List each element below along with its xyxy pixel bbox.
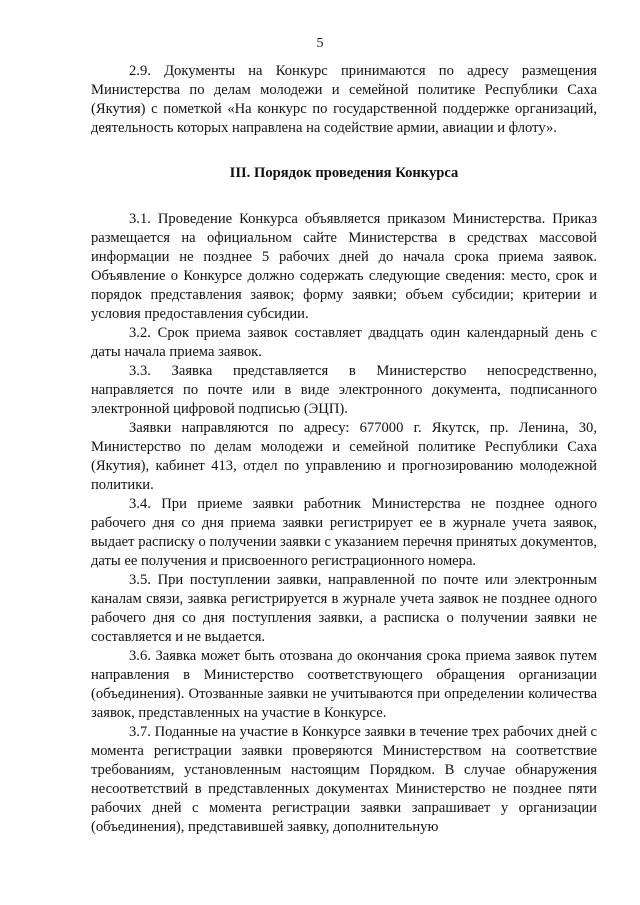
paragraph-3-3: 3.3. Заявка представляется в Министерство непосредственно, направляется по почте или в виде электронного документа, подписанного электронной цифровой подписью (ЭЦП). (91, 363, 597, 417)
paragraph-3-5: 3.5. При поступлении заявки, направленной по почте или электронным каналам связи, заявка регистрируется в журнале учета заявок не позднее одного рабочего дня со дня поступления заявки, а расписка о получении заявки не составляется и не выдается. (91, 572, 597, 645)
paragraph-3-6: 3.6. Заявка может быть отозвана до окончания срока приема заявок путем направления в Министерство соответствующего обращения организации (объединения). Отозванные заявки не учитываются при определении количества заявок, представленных на участие в Конкурсе. (91, 648, 597, 721)
page-number: 5 (316, 36, 324, 51)
section-heading: III. Порядок проведения Конкурса (229, 165, 459, 181)
document-body (91, 62, 597, 837)
paragraph-3-1: 3.1. Проведение Конкурса объявляется приказом Министерства. Приказ размещается на официальном сайте Министерства в средствах массовой информации не позднее 5 рабочих дней до начала срока приема заявок. Объявление о Конкурсе должно содержать следующие сведения: место, срок и порядок представления заявок; форму заявки; объем субсидии; критерии и условия предоставления субсидии. (91, 211, 597, 322)
paragraph-3-7: 3.7. Поданные на участие в Конкурсе заявки в течение трех рабочих дней с момента регистрации заявки проверяются Министерством на соответствие требованиям, установленным настоящим Порядком. В случае обнаружения несоответствий в представленных документах Министерство не позднее пяти рабочих дней с момента регистрации заявки запрашивает у организации (объединения), представившей заявку, дополнительную (91, 724, 597, 835)
paragraph-2-9: 2.9. Документы на Конкурс принимаются по адресу размещения Министерства по делам молодежи и семейной политике Республики Саха (Якутия) с пометкой «На конкурс по государственной поддержке организаций, деятельность которых направлена на содействие армии, авиации и флоту». (91, 63, 597, 136)
paragraph-3-2: 3.2. Срок приема заявок составляет двадцать один календарный день с даты начала приема заявок. (91, 325, 597, 360)
paragraph-address: Заявки направляются по адресу: 677000 г. Якутск, пр. Ленина, 30, Министерство по делам молодежи и семейной политике Республики Саха (Якутия), кабинет 413, отдел по управлению и прогнозированию молодежной политики. (91, 420, 597, 493)
paragraph-3-4: 3.4. При приеме заявки работник Министерства не позднее одного рабочего дня со дня приема заявки регистрирует ее в журнале учета заявок, выдает расписку о получении заявки с указанием перечня принятых документов, даты ее получения и присвоенного регистрационного номера. (91, 496, 597, 569)
